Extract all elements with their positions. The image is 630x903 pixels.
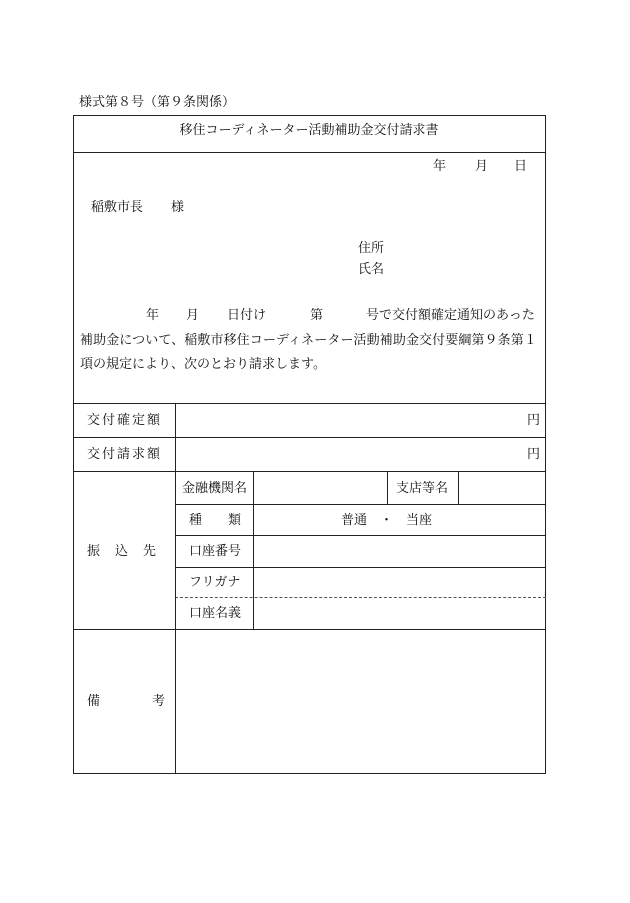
addressee-honorific: 様: [171, 200, 185, 215]
account-number-label: 口座番号: [189, 544, 242, 559]
transfer-section-label: 振 込 先: [87, 544, 158, 559]
requested-amount-label: 交付請求額: [87, 447, 163, 462]
form-title: 移住コーディネーター活動補助金交付請求書: [179, 123, 439, 138]
divider: [73, 471, 546, 472]
form-number: 様式第８号（第９条関係）: [79, 95, 236, 110]
request-line1-rest: 号で交付額確定通知のあった: [366, 308, 535, 323]
date-year-label: 年: [433, 159, 447, 174]
request-month: 月: [186, 308, 200, 323]
divider: [73, 629, 546, 630]
form-frame: [73, 115, 546, 774]
remarks-label: 備 考: [87, 694, 166, 709]
divider: [175, 403, 176, 774]
request-dated: 日付け: [227, 308, 267, 323]
branch-label: 支店等名: [396, 481, 449, 496]
confirmed-amount-unit: 円: [527, 413, 541, 428]
account-type-options: 普通 ・ 当座: [341, 513, 433, 528]
account-type-label: 種 類: [189, 513, 242, 528]
date-month-label: 月: [475, 159, 489, 174]
divider: [73, 403, 546, 404]
divider: [387, 471, 388, 504]
confirmed-amount-label: 交付確定額: [87, 413, 163, 428]
divider: [175, 504, 546, 505]
bank-label: 金融機関名: [182, 481, 248, 496]
date-day-label: 日: [514, 159, 528, 174]
divider: [73, 437, 546, 438]
divider: [175, 567, 546, 568]
request-line2: 補助金について、稲敷市移住コーディネーター活動補助金交付要綱第９条第１: [80, 333, 537, 348]
addressee-name: 稲敷市長: [91, 200, 144, 215]
divider: [73, 152, 546, 153]
requested-amount-unit: 円: [527, 447, 541, 462]
divider: [175, 535, 546, 536]
request-dai: 第: [310, 308, 324, 323]
name-label: 氏名: [358, 262, 385, 277]
address-label: 住所: [358, 241, 385, 256]
divider: [253, 471, 254, 629]
divider: [458, 471, 459, 504]
dashed-divider: [175, 597, 546, 598]
furigana-label: フリガナ: [189, 575, 241, 590]
request-line3: 項の規定により、次のとおり請求します。: [80, 357, 326, 372]
request-year: 年: [146, 308, 160, 323]
account-name-label: 口座名義: [189, 606, 242, 621]
